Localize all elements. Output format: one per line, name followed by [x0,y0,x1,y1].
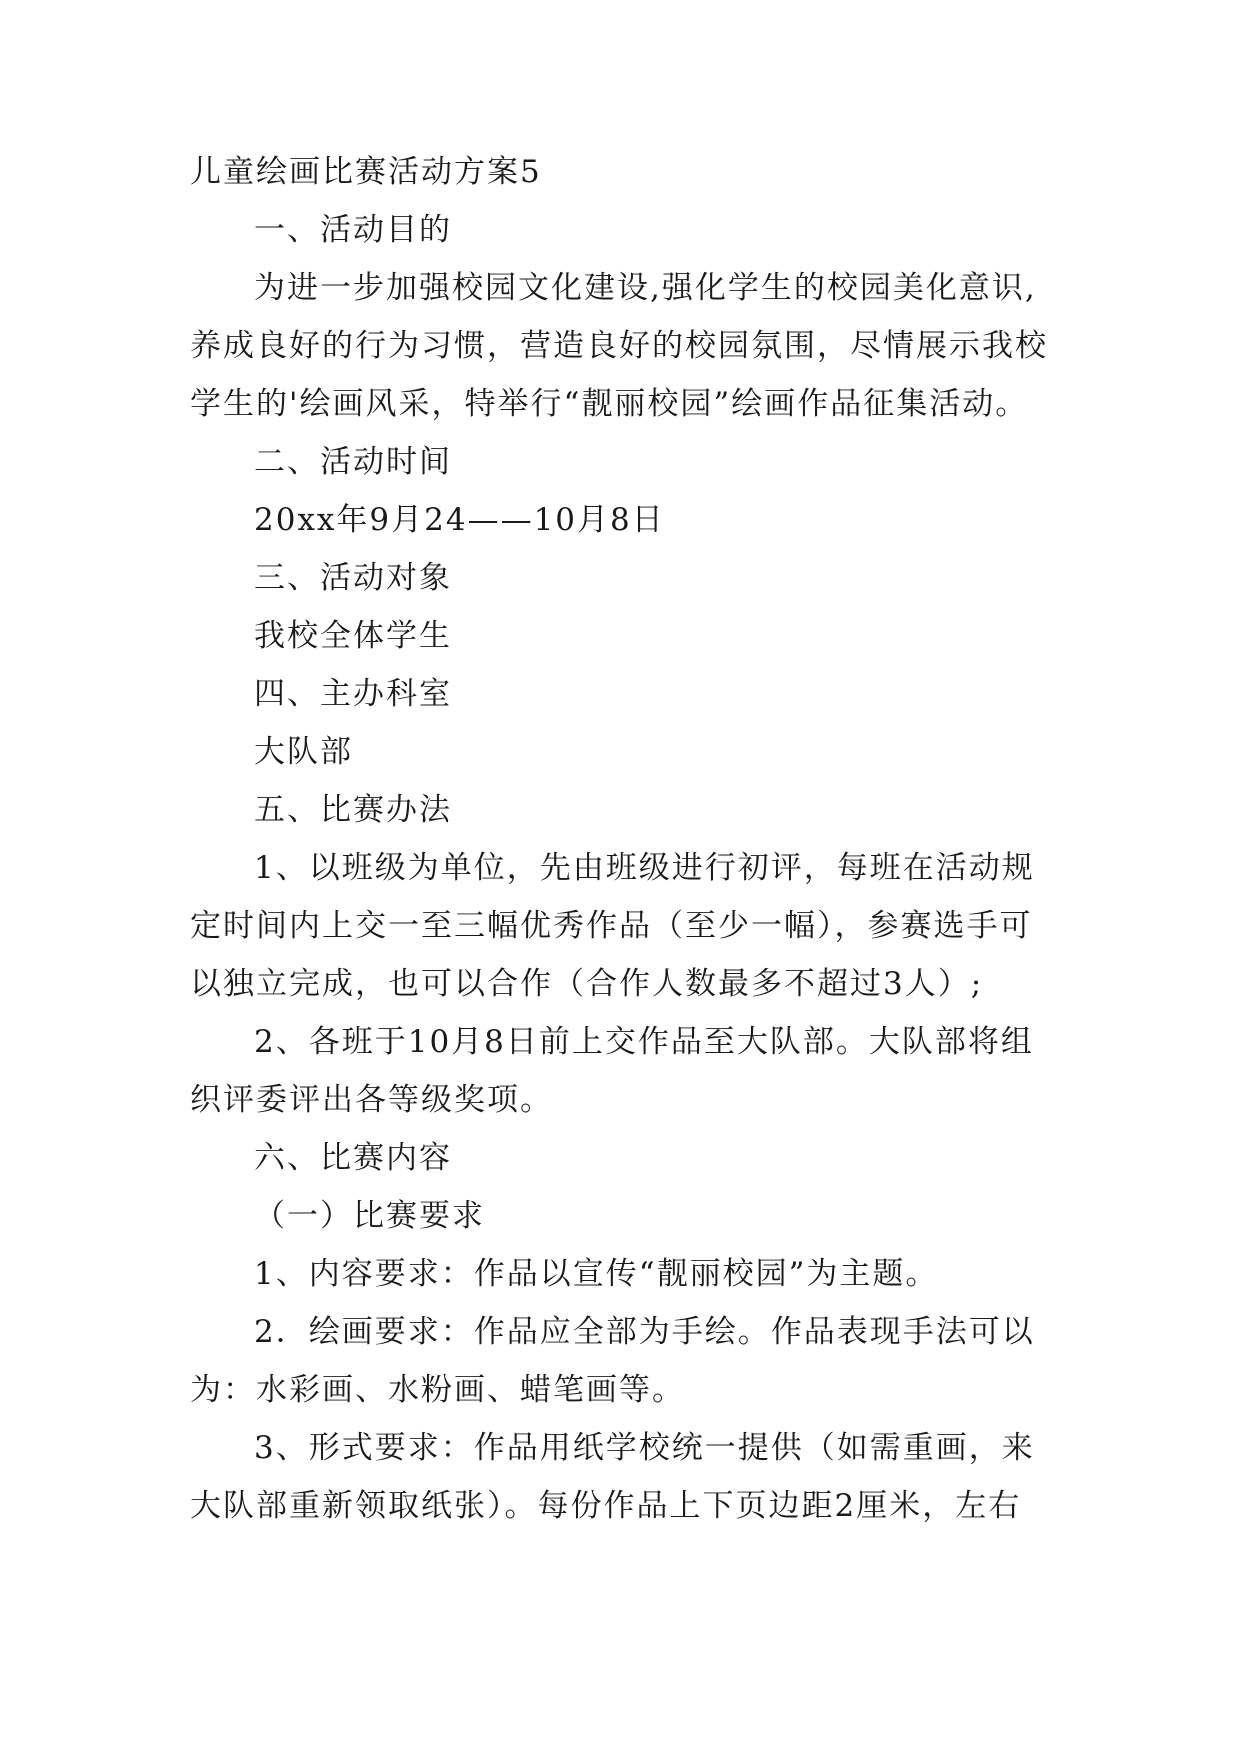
paragraph-line: 我校全体学生 [254,618,452,654]
paragraph-line: 3、形式要求：作品用纸学校统一提供（如需重画，来 [254,1430,1035,1466]
heading-competition-method: 五、比赛办法 [254,792,452,828]
subheading-requirements: （一）比赛要求 [254,1198,485,1234]
paragraph-line: 大队部 [254,734,353,770]
paragraph-line: 为进一步加强校园文化建设,强化学生的校园美化意识, [254,270,1037,306]
paragraph-line: 以独立完成，也可以合作（合作人数最多不超过3人）; [190,966,984,1002]
paragraph-line: 学生的'绘画风采，特举行“靓丽校园”绘画作品征集活动。 [190,386,1029,422]
paragraph-line: 定时间内上交一至三幅优秀作品（至少一幅），参赛选手可 [190,908,1033,944]
paragraph-line: 为：水彩画、水粉画、蜡笔画等。 [190,1372,685,1408]
paragraph-line: 养成良好的行为习惯，营造良好的校园氛围，尽情展示我校 [190,328,1048,364]
paragraph-line: 1、内容要求：作品以宣传“靓丽校园”为主题。 [254,1256,939,1292]
paragraph-line: 织评委评出各等级奖项。 [190,1082,553,1118]
paragraph-line: 1、以班级为单位，先由班级进行初评，每班在活动规 [254,850,1035,886]
paragraph-line: 大队部重新领取纸张）。每份作品上下页边距2厘米，左右 [190,1488,1022,1524]
paragraph-line: 20xx年9月24——10月8日 [254,502,665,538]
document-title: 儿童绘画比赛活动方案5 [190,154,542,190]
heading-activity-time: 二、活动时间 [254,444,452,480]
paragraph-line: 2．绘画要求：作品应全部为手绘。作品表现手法可以 [254,1314,1035,1350]
heading-competition-content: 六、比赛内容 [254,1140,452,1176]
heading-organizer: 四、主办科室 [254,676,452,712]
paragraph-line: 2、各班于10月8日前上交作品至大队部。大队部将组 [254,1024,1034,1060]
heading-activity-purpose: 一、活动目的 [254,212,452,248]
heading-activity-target: 三、活动对象 [254,560,452,596]
